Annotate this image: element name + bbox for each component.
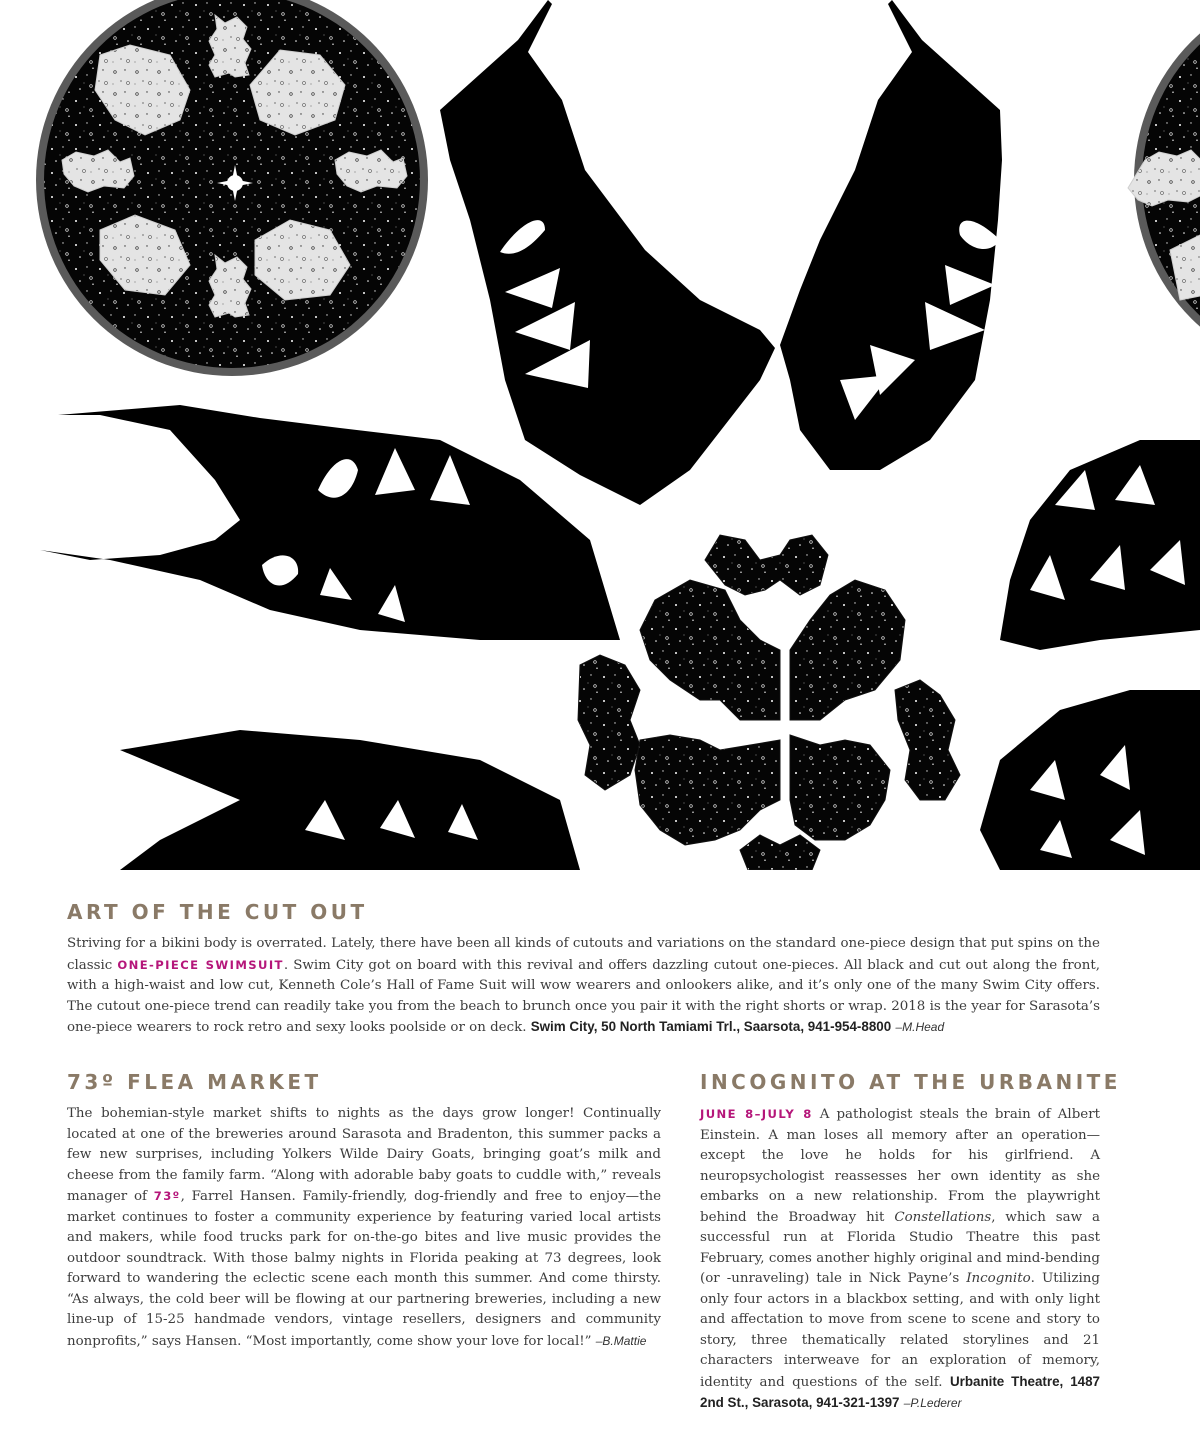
- date-range: JUNE 8–JULY 8: [700, 1107, 813, 1121]
- play-title: Constellations: [894, 1209, 992, 1225]
- article-body-text: A pathologist steals the brain of Albert Einstein. A man loses all memory after an operation—except the love he holds for his girlfriend. A neuropsychologist reassesses her own identity as she embarks on a new relationship. From the playwright behind the Broadway hit: [700, 1107, 1100, 1225]
- author-byline: –P.Lederer: [903, 1396, 962, 1410]
- article-body: [67, 934, 1100, 1039]
- cutout-swimsuit-icon: [980, 690, 1200, 870]
- article-body: [700, 1104, 1100, 1415]
- venue-address: Swim City, 50 North Tamiami Trl., Saarsota, 941-954-8800: [530, 1019, 892, 1034]
- keyword-highlight: ONE-PIECE SWIMSUIT: [117, 957, 284, 972]
- star-pattern-swimsuit-icon: [578, 535, 960, 870]
- article-body-text: , which saw a successful run at Florida Studio Theatre this past February, comes another highly original and mind-bending (or -unraveling) tale in Nick Payne’s: [700, 1209, 1100, 1286]
- article-body-text: . Utilizing only four actors in a blackbox setting, and with only light and affectation to move from scene to scene and story to story, three thematically related storylines and 21 characters interweave for an exploration of memory, identity and questions of the self.: [700, 1271, 1100, 1390]
- cutout-swimsuit-icon: [780, 0, 1002, 470]
- zodiac-circle-icon: [36, 0, 428, 376]
- author-byline: –B.Mattie: [595, 1333, 647, 1348]
- cutout-swimsuit-icon: [120, 730, 580, 870]
- article-body: [67, 1104, 661, 1352]
- cutout-swimsuit-icon: [440, 0, 775, 505]
- article-body-text: . Swim City got on board with this revival and offers dazzling cutout one-pieces. All black and cut out along the front, with a high-waist and low cut, Kenneth Cole’s Hall of Fame Suit will wow wearers and onlookers alike, and it’s only one of the many Swim City offers. The cutout one-piece trend can readily take you from the beach to brunch once you pair it with the right shorts or wrap. 2018 is the year for Sarasota’s one-piece wearers to rock retro and sexy looks poolside or on deck.: [67, 957, 1100, 1035]
- cutout-swimsuit-icon: [1000, 440, 1200, 650]
- article-body-text: Striving for a bikini body is overrated. Lately, there have been all kinds of cutouts and variations on the standard one-piece design that put spins on the classic: [67, 936, 1100, 973]
- article-body-text: The bohemian-style market shifts to nights as the days grow longer! Continually located at one of the breweries around Sarasota and Bradenton, this summer packs a few new surprises, including Yolkers Wilde Dairy Goats, bringing goat’s milk and cheese from the family farm. “Along with adorable baby goats to cuddle with,” reveals manager of: [67, 1106, 661, 1204]
- zodiac-circle-icon: [1128, 0, 1200, 376]
- keyword-highlight: 73º: [153, 1189, 181, 1203]
- article-title: INCOGNITO AT THE URBANITE: [700, 1070, 1121, 1094]
- play-title: Incognito: [966, 1271, 1031, 1286]
- article-title: ART OF THE CUT OUT: [67, 900, 368, 924]
- venue-address: Urbanite Theatre, 1487 2nd St., Sarasota, 941-321-1397: [700, 1373, 1100, 1410]
- author-byline: –M.Head: [895, 1020, 945, 1034]
- article-body-text: , Farrel Hansen. Family-friendly, dog-friendly and free to enjoy—the market continues to foster a community experience by featuring varied local artists and makers, while food trucks park for on-the-go bites and live music provides the outdoor soundtrack. With those balmy nights in Florida peaking at 73 degrees, look forward to wandering the eclectic scene each month this summer. And come thirsty. “As always, the cold beer will be flowing at our partnering breweries, including a new line-up of 15-25 handmade vendors, vintage resellers, designers and community nonprofits,” says Hansen. “Most importantly, come show your love for local!”: [67, 1189, 661, 1349]
- article-title: 73º FLEA MARKET: [67, 1070, 322, 1094]
